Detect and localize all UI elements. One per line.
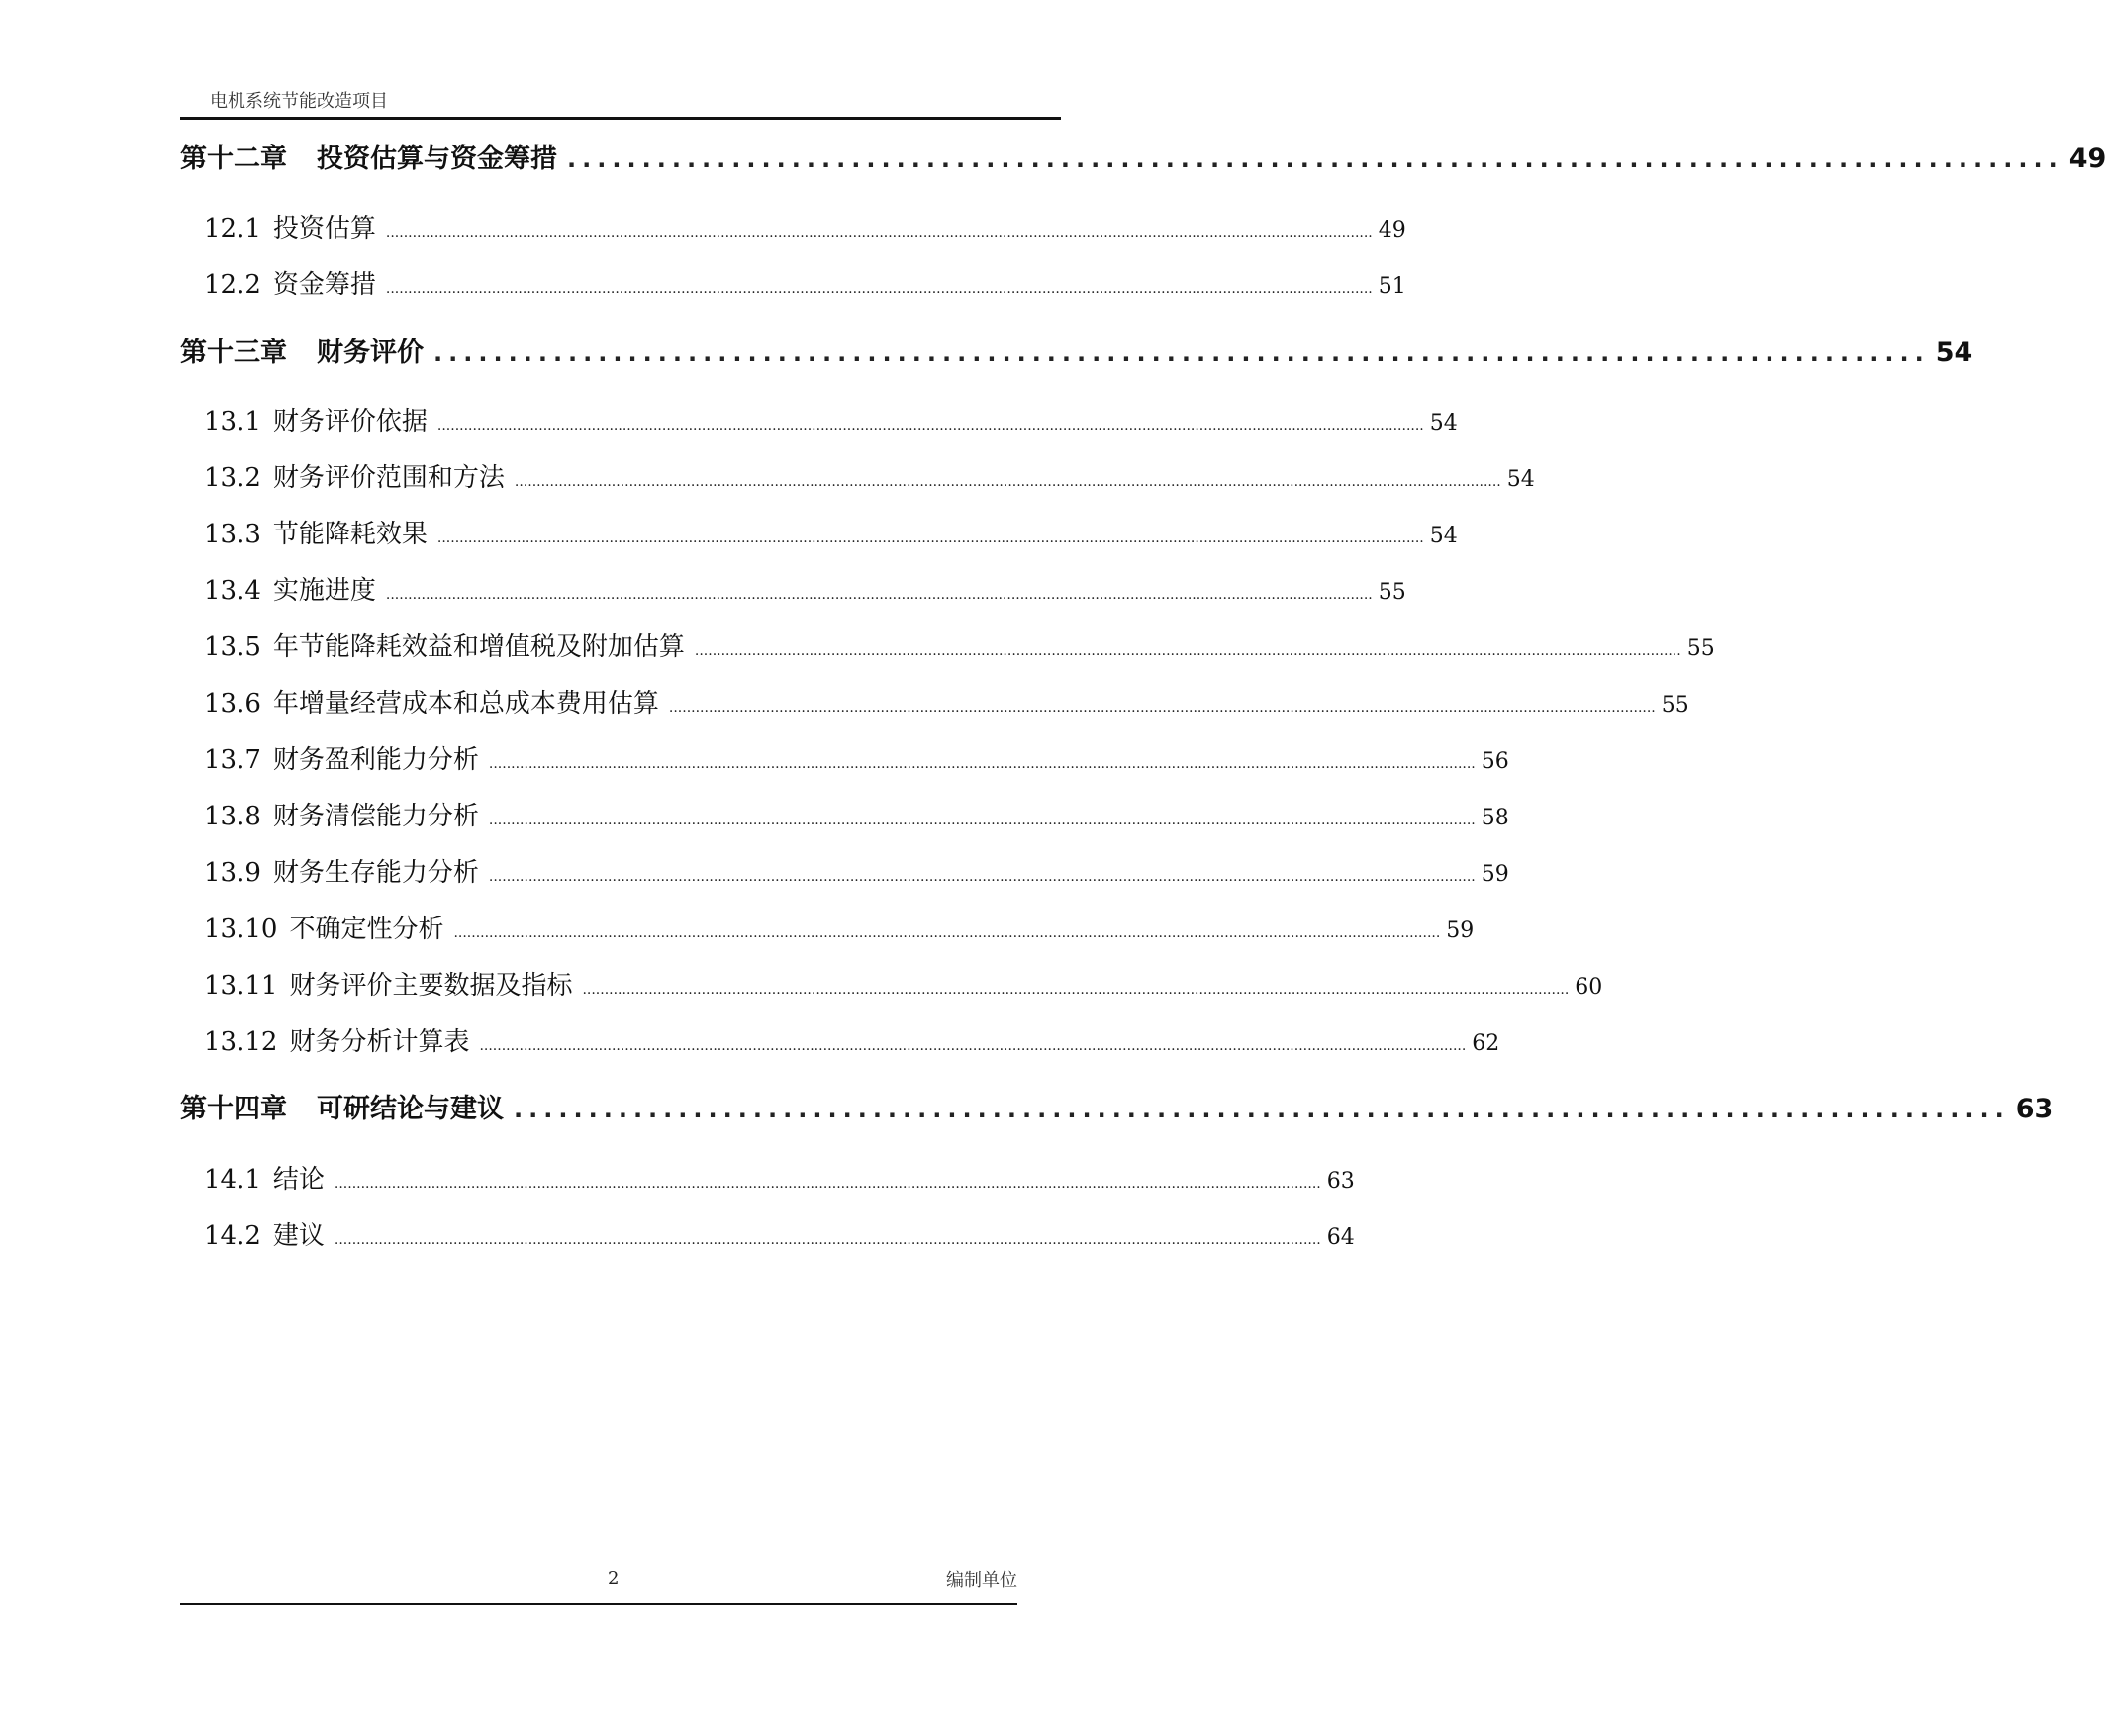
toc-page-number: 51 (1378, 274, 1406, 299)
toc-page-number: 62 (1472, 1031, 1500, 1056)
toc-number: 第十四章 (180, 1094, 287, 1124)
toc-page-number: 54 (1506, 467, 1535, 492)
toc-title: 可研结论与建议 (317, 1094, 504, 1124)
toc-section[interactable] (180, 401, 1458, 437)
toc-title: 财务分析计算表 (289, 1027, 470, 1057)
toc-number: 第十三章 (180, 338, 287, 368)
toc-leader: ................................................................................................................................................................................................................................ (488, 756, 1476, 772)
toc-leader: ................................................................................................................................................................................................................................ (385, 281, 1373, 297)
toc-chapter[interactable] (180, 331, 1973, 369)
toc-title: 投资估算与资金筹措 (317, 144, 557, 174)
toc-number: 13.11 (204, 971, 278, 1001)
toc-page-number: 55 (1378, 580, 1406, 605)
toc-number: 13.2 (204, 463, 261, 493)
toc-section[interactable] (180, 965, 1603, 1002)
toc-leader: ................................................................................................................................................................................................................................ (694, 643, 1681, 659)
toc-title: 建议 (272, 1221, 325, 1251)
footer-org: 编制单位 (946, 1570, 1017, 1591)
toc-page-number: 54 (1429, 524, 1458, 548)
page-footer (180, 1562, 1017, 1605)
toc-title: 财务评价范围和方法 (272, 463, 505, 493)
toc-page-number: 49 (2068, 144, 2106, 174)
footer-page-number: 2 (608, 1568, 620, 1589)
toc-leader: ................................................................................................................................................................................................................................ (334, 1176, 1321, 1192)
toc-page-number: 55 (1686, 636, 1715, 661)
toc-leader: ................................................................................................................................................................................................................................ (385, 587, 1373, 603)
toc-chapter[interactable] (180, 1087, 2054, 1125)
toc-leader: ................................................................................................................................................................................................................................ (453, 925, 1441, 941)
toc-number: 12.1 (204, 214, 261, 243)
toc-section[interactable] (180, 683, 1689, 720)
toc-title: 财务评价 (317, 338, 424, 368)
toc-section[interactable] (180, 627, 1715, 663)
header-title: 电机系统节能改造项目 (210, 91, 388, 112)
toc-title: 财务盈利能力分析 (272, 745, 479, 775)
toc-title: 投资估算 (272, 214, 376, 243)
toc-leader: ................................................................................................................................................................................................................................ (334, 1232, 1321, 1248)
toc-section[interactable] (180, 514, 1458, 550)
toc-number: 13.12 (204, 1027, 278, 1057)
toc-leader: ................................................................................................................................................................................................................................ (385, 225, 1373, 241)
toc-page-number: 60 (1575, 975, 1603, 1000)
toc-section[interactable] (180, 570, 1406, 607)
toc-title: 结论 (272, 1165, 325, 1195)
toc-leader: ................................................................................................................................................................................................................................ (582, 982, 1570, 998)
toc-section[interactable] (180, 852, 1509, 889)
toc-section[interactable] (180, 264, 1406, 301)
toc-section[interactable] (180, 909, 1475, 945)
toc-number: 13.6 (204, 689, 261, 719)
toc-number: 13.1 (204, 407, 261, 436)
toc-leader: ................................................................................................................................................................................................................................ (488, 869, 1476, 885)
toc-page-number: 64 (1326, 1225, 1355, 1250)
toc-number: 13.3 (204, 520, 261, 549)
toc-number: 第十二章 (180, 144, 287, 174)
toc-section[interactable] (180, 208, 1406, 244)
toc-number: 13.7 (204, 745, 261, 775)
toc-section[interactable] (180, 1021, 1500, 1058)
toc-leader: ................................................................................................................................................................................................................................ (436, 530, 1424, 546)
toc-title: 不确定性分析 (289, 915, 444, 944)
toc-number: 13.10 (204, 915, 278, 944)
toc-title: 年增量经营成本和总成本费用估算 (272, 689, 659, 719)
toc-page-number: 54 (1935, 338, 1973, 368)
toc-title: 年节能降耗效益和增值税及附加估算 (272, 632, 685, 662)
toc-leader: .................................................................................................... (514, 1096, 2010, 1123)
toc-title: 财务评价主要数据及指标 (289, 971, 573, 1001)
toc-page-number: 49 (1378, 218, 1406, 242)
toc-leader: ................................................................................................................................................................................................................................ (488, 813, 1476, 828)
toc-number: 13.8 (204, 802, 261, 831)
toc-section[interactable] (180, 457, 1535, 494)
toc-leader: .................................................................................................... (433, 339, 1930, 367)
toc-page-number: 59 (1446, 918, 1475, 943)
toc-section[interactable] (180, 796, 1509, 832)
toc-leader: ................................................................................................................................................................................................................................ (668, 700, 1656, 716)
toc-section[interactable] (180, 1215, 1355, 1252)
toc-leader: ................................................................................................................................................................................................................................ (479, 1038, 1467, 1054)
toc-page-number: 59 (1481, 862, 1509, 887)
toc-section[interactable] (180, 739, 1509, 776)
toc-title: 财务清偿能力分析 (272, 802, 479, 831)
toc-page-number: 63 (1326, 1169, 1355, 1194)
toc-title: 财务生存能力分析 (272, 858, 479, 888)
toc-title: 财务评价依据 (272, 407, 428, 436)
toc-leader: .................................................................................................... (567, 145, 2063, 173)
toc-number: 14.2 (204, 1221, 261, 1251)
page-header (180, 85, 1061, 120)
toc-number: 13.5 (204, 632, 261, 662)
toc-title: 实施进度 (272, 576, 376, 606)
toc-page-number: 63 (2015, 1094, 2054, 1124)
toc-title: 节能降耗效果 (272, 520, 428, 549)
toc-number: 13.9 (204, 858, 261, 888)
toc-page-number: 54 (1429, 411, 1458, 435)
toc-leader: ................................................................................................................................................................................................................................ (436, 418, 1424, 434)
toc-page-number: 58 (1481, 806, 1509, 830)
toc-section[interactable] (180, 1159, 1355, 1196)
toc-number: 12.2 (204, 270, 261, 300)
toc-number: 14.1 (204, 1165, 261, 1195)
toc-number: 13.4 (204, 576, 261, 606)
toc-page-number: 55 (1661, 693, 1689, 718)
toc-title: 资金筹措 (272, 270, 376, 300)
toc-page-number: 56 (1481, 749, 1509, 774)
toc-leader: ................................................................................................................................................................................................................................ (514, 474, 1501, 490)
toc-chapter[interactable] (180, 137, 2106, 175)
